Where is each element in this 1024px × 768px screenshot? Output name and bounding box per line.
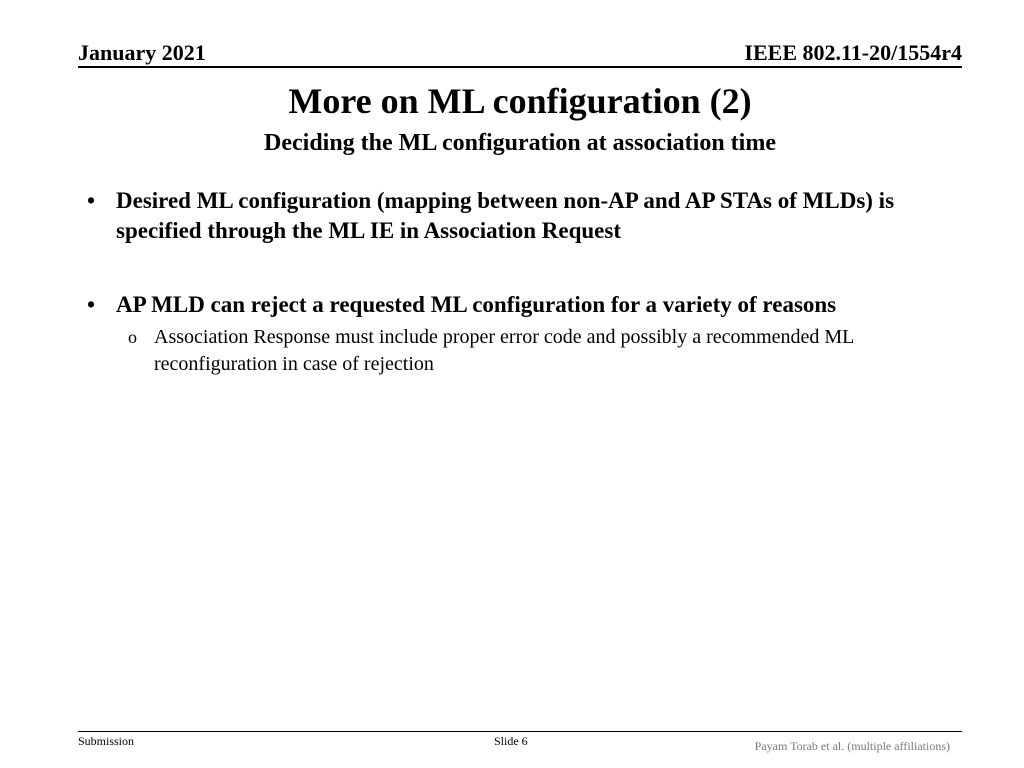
- header-document-id: IEEE 802.11-20/1554r4: [744, 40, 962, 65]
- footer-divider: [78, 731, 962, 732]
- bullet-item: [84, 290, 944, 320]
- bullet-text: Desired ML configuration (mapping between non-AP and AP STAs of MLDs) is specified through the ML IE in Association Request: [116, 188, 895, 243]
- sub-bullet-text: Association Response must include proper error code and possibly a recommended ML reconfiguration in case of rejection: [154, 326, 854, 375]
- footer-submission: Submission: [78, 734, 135, 748]
- sub-bullet-item: [84, 324, 924, 378]
- sub-bullet-marker: o: [128, 327, 137, 347]
- footer-slide-number: Slide 6: [494, 734, 528, 748]
- slide-subtitle: Deciding the ML configuration at association time: [264, 130, 776, 156]
- slide-body: [84, 186, 944, 378]
- slide-title: More on ML configuration (2): [288, 81, 752, 121]
- header-divider: [78, 66, 962, 68]
- bullet-marker: •: [87, 188, 96, 213]
- footer-authors: Payam Torab et al. (multiple affiliations): [754, 739, 950, 753]
- bullet-text: AP MLD can reject a requested ML configuration for a variety of reasons: [116, 292, 837, 317]
- bullet-item: [84, 186, 944, 246]
- header-date: January 2021: [78, 40, 206, 65]
- bullet-marker: •: [87, 292, 96, 317]
